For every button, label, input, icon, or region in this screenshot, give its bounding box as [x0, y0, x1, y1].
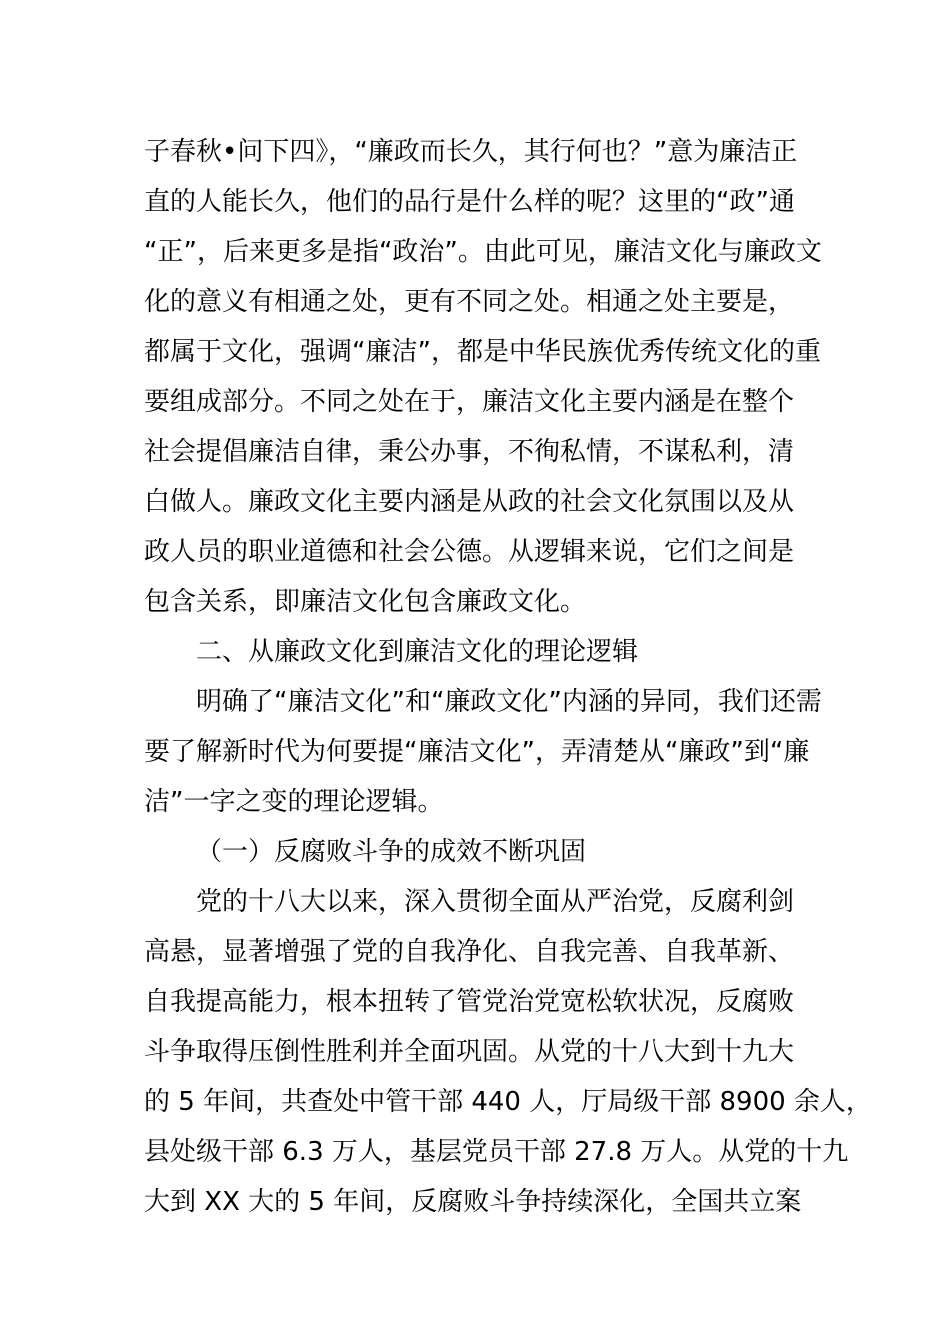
section-heading: 二、从廉政文化到廉洁文化的理论逻辑 [196, 637, 639, 667]
text-line: 斗争取得压倒性胜利并全面巩固。从党的十八大到十九大 [144, 1037, 795, 1067]
text-line: 要了解新时代为何要提“廉洁文化”，弄清楚从“廉政”到“廉 [144, 737, 810, 767]
subsection-heading: （一）反腐败斗争的成效不断巩固 [196, 837, 587, 867]
text-line: 高悬，显著增强了党的自我净化、自我完善、自我革新、 [144, 937, 795, 967]
text-line: 县处级干部 6.3 万人，基层党员干部 27.8 万人。从党的十九 [144, 1137, 849, 1167]
text-line: 自我提高能力，根本扭转了管党治党宽松软状况，反腐败 [144, 987, 795, 1017]
text-line: 要组成部分。不同之处在于，廉洁文化主要内涵是在整个 [144, 387, 795, 417]
text-line: 洁”一字之变的理论逻辑。 [144, 787, 444, 817]
text-line: 包含关系，即廉洁文化包含廉政文化。 [144, 587, 587, 617]
text-line: 政人员的职业道德和社会公德。从逻辑来说，它们之间是 [144, 537, 795, 567]
text-line: 社会提倡廉洁自律，秉公办事，不徇私情，不谋私利，清 [144, 437, 795, 467]
text-line: 党的十八大以来，深入贯彻全面从严治党，反腐利剑 [196, 887, 795, 917]
text-line: 化的意义有相通之处，更有不同之处。相通之处主要是， [144, 287, 795, 317]
body-text [144, 127, 872, 1227]
text-line: 大到 XX 大的 5 年间，反腐败斗争持续深化，全国共立案 [144, 1187, 802, 1217]
text-line: 白做人。廉政文化主要内涵是从政的社会文化氛围以及从 [144, 487, 795, 517]
text-line: 直的人能长久，他们的品行是什么样的呢？这里的“政”通 [144, 187, 795, 217]
text-line: 明确了“廉洁文化”和“廉政文化”内涵的异同，我们还需 [196, 687, 822, 717]
text-line: 都属于文化，强调“廉洁”，都是中华民族优秀传统文化的重 [144, 337, 821, 367]
text-line: 子春秋•问下四》，“廉政而长久，其行何也？”意为廉洁正 [144, 137, 798, 167]
text-line: 的 5 年间，共查处中管干部 440 人，厅局级干部 8900 余人， [144, 1087, 872, 1117]
text-line: “正”，后来更多是指“政治”。由此可见，廉洁文化与廉政文 [144, 237, 822, 267]
